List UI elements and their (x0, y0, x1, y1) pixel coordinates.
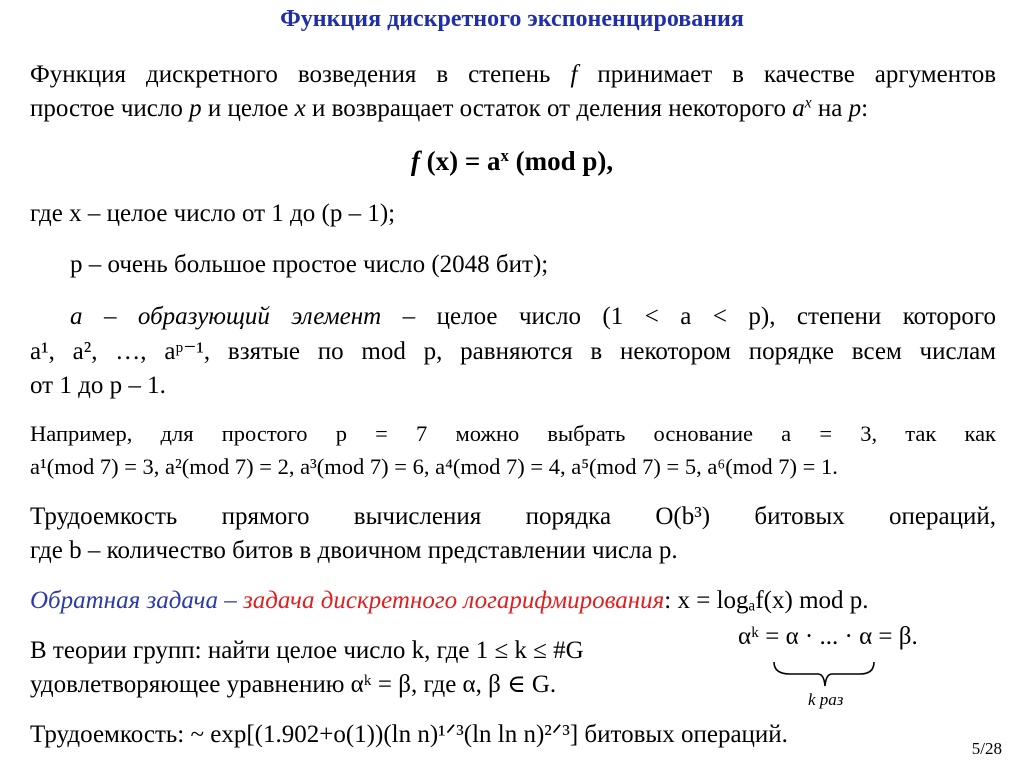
inverse-problem (30, 584, 996, 618)
intro-text: простое число (30, 95, 190, 122)
formula-eq: = a (458, 146, 501, 176)
generator-line-2: a¹, a², …, aᵖ⁻¹, взятые по mod p, равняются в некотором порядке всем числам (30, 338, 996, 365)
formula-f: f (410, 146, 420, 176)
final-complexity: Трудоемкость: ~ exp[(1.902+o(1))(ln n)¹ᐟ³(ln ln n)²ᐟ³] битовых операций. (30, 721, 788, 748)
where-x: где x – целое число от 1 до (p – 1); (30, 200, 396, 227)
where-p: p – очень большое простое число (2048 бит); (70, 251, 549, 278)
example-line-1: Например, для простого p = 7 можно выбрать основание a = 3, так как (30, 421, 996, 446)
complexity-line-2: где b – количество битов в двоичном представлении числа p. (30, 537, 678, 564)
main-formula (0, 146, 1024, 177)
intro-text: на (811, 95, 849, 122)
groups-line-1: В теории групп: найти целое число k, где 1 ≤ k ≤ #G (30, 637, 584, 664)
formula-mod: (mod p), (508, 146, 614, 176)
page-number: 5/28 (971, 739, 1002, 758)
formula-sup: x (500, 145, 509, 165)
intro-text: и целое (201, 95, 295, 122)
generator-text: – целое число (1 < a < p), степени которого (381, 303, 997, 330)
groups-line-2: удовлетворяющее уравнению αᵏ = β, где α, β ∈ G. (30, 671, 557, 698)
inverse-formula: : x = logₐf(x) mod p. (664, 587, 869, 614)
intro-text: Функция дискретного возведения в степень (30, 61, 571, 88)
slide-title: Функция дискретного экспоненцирования (280, 6, 744, 32)
brace-icon (770, 660, 880, 690)
alpha-product: αᵏ = α · ... · α = β. (738, 623, 918, 650)
inverse-prefix: Обратная задача – (30, 587, 243, 614)
generator-line-3: от 1 до p – 1. (30, 372, 166, 399)
intro-line-2 (30, 92, 996, 126)
intro-text: и возвращает остаток от деления некоторого (305, 95, 793, 122)
var-f: f (570, 61, 578, 88)
complexity-line-1: Трудоемкость прямого вычисления порядка O(b³) битовых операций, (30, 503, 996, 530)
generator-term: a – образующий элемент (70, 303, 382, 330)
var-x-sup: x (804, 94, 812, 112)
inverse-link-text: задача дискретного логарифмирования (242, 587, 665, 614)
var-a: a (792, 95, 805, 122)
intro-text: принимает в качестве аргументов (577, 61, 996, 88)
generator-line-1 (70, 300, 996, 334)
intro-line-1 (30, 58, 996, 92)
var-p: p (848, 95, 862, 122)
brace-label: k раз (808, 690, 844, 709)
var-x: x (294, 95, 306, 122)
var-p: p (189, 95, 202, 122)
formula-arg: (x) (419, 146, 459, 176)
intro-text: : (861, 95, 869, 122)
example-line-2: a¹(mod 7) = 3, a²(mod 7) = 2, a³(mod 7) = 6, a⁴(mod 7) = 4, a⁵(mod 7) = 5, a⁶(mod 7) = 1. (30, 454, 838, 479)
